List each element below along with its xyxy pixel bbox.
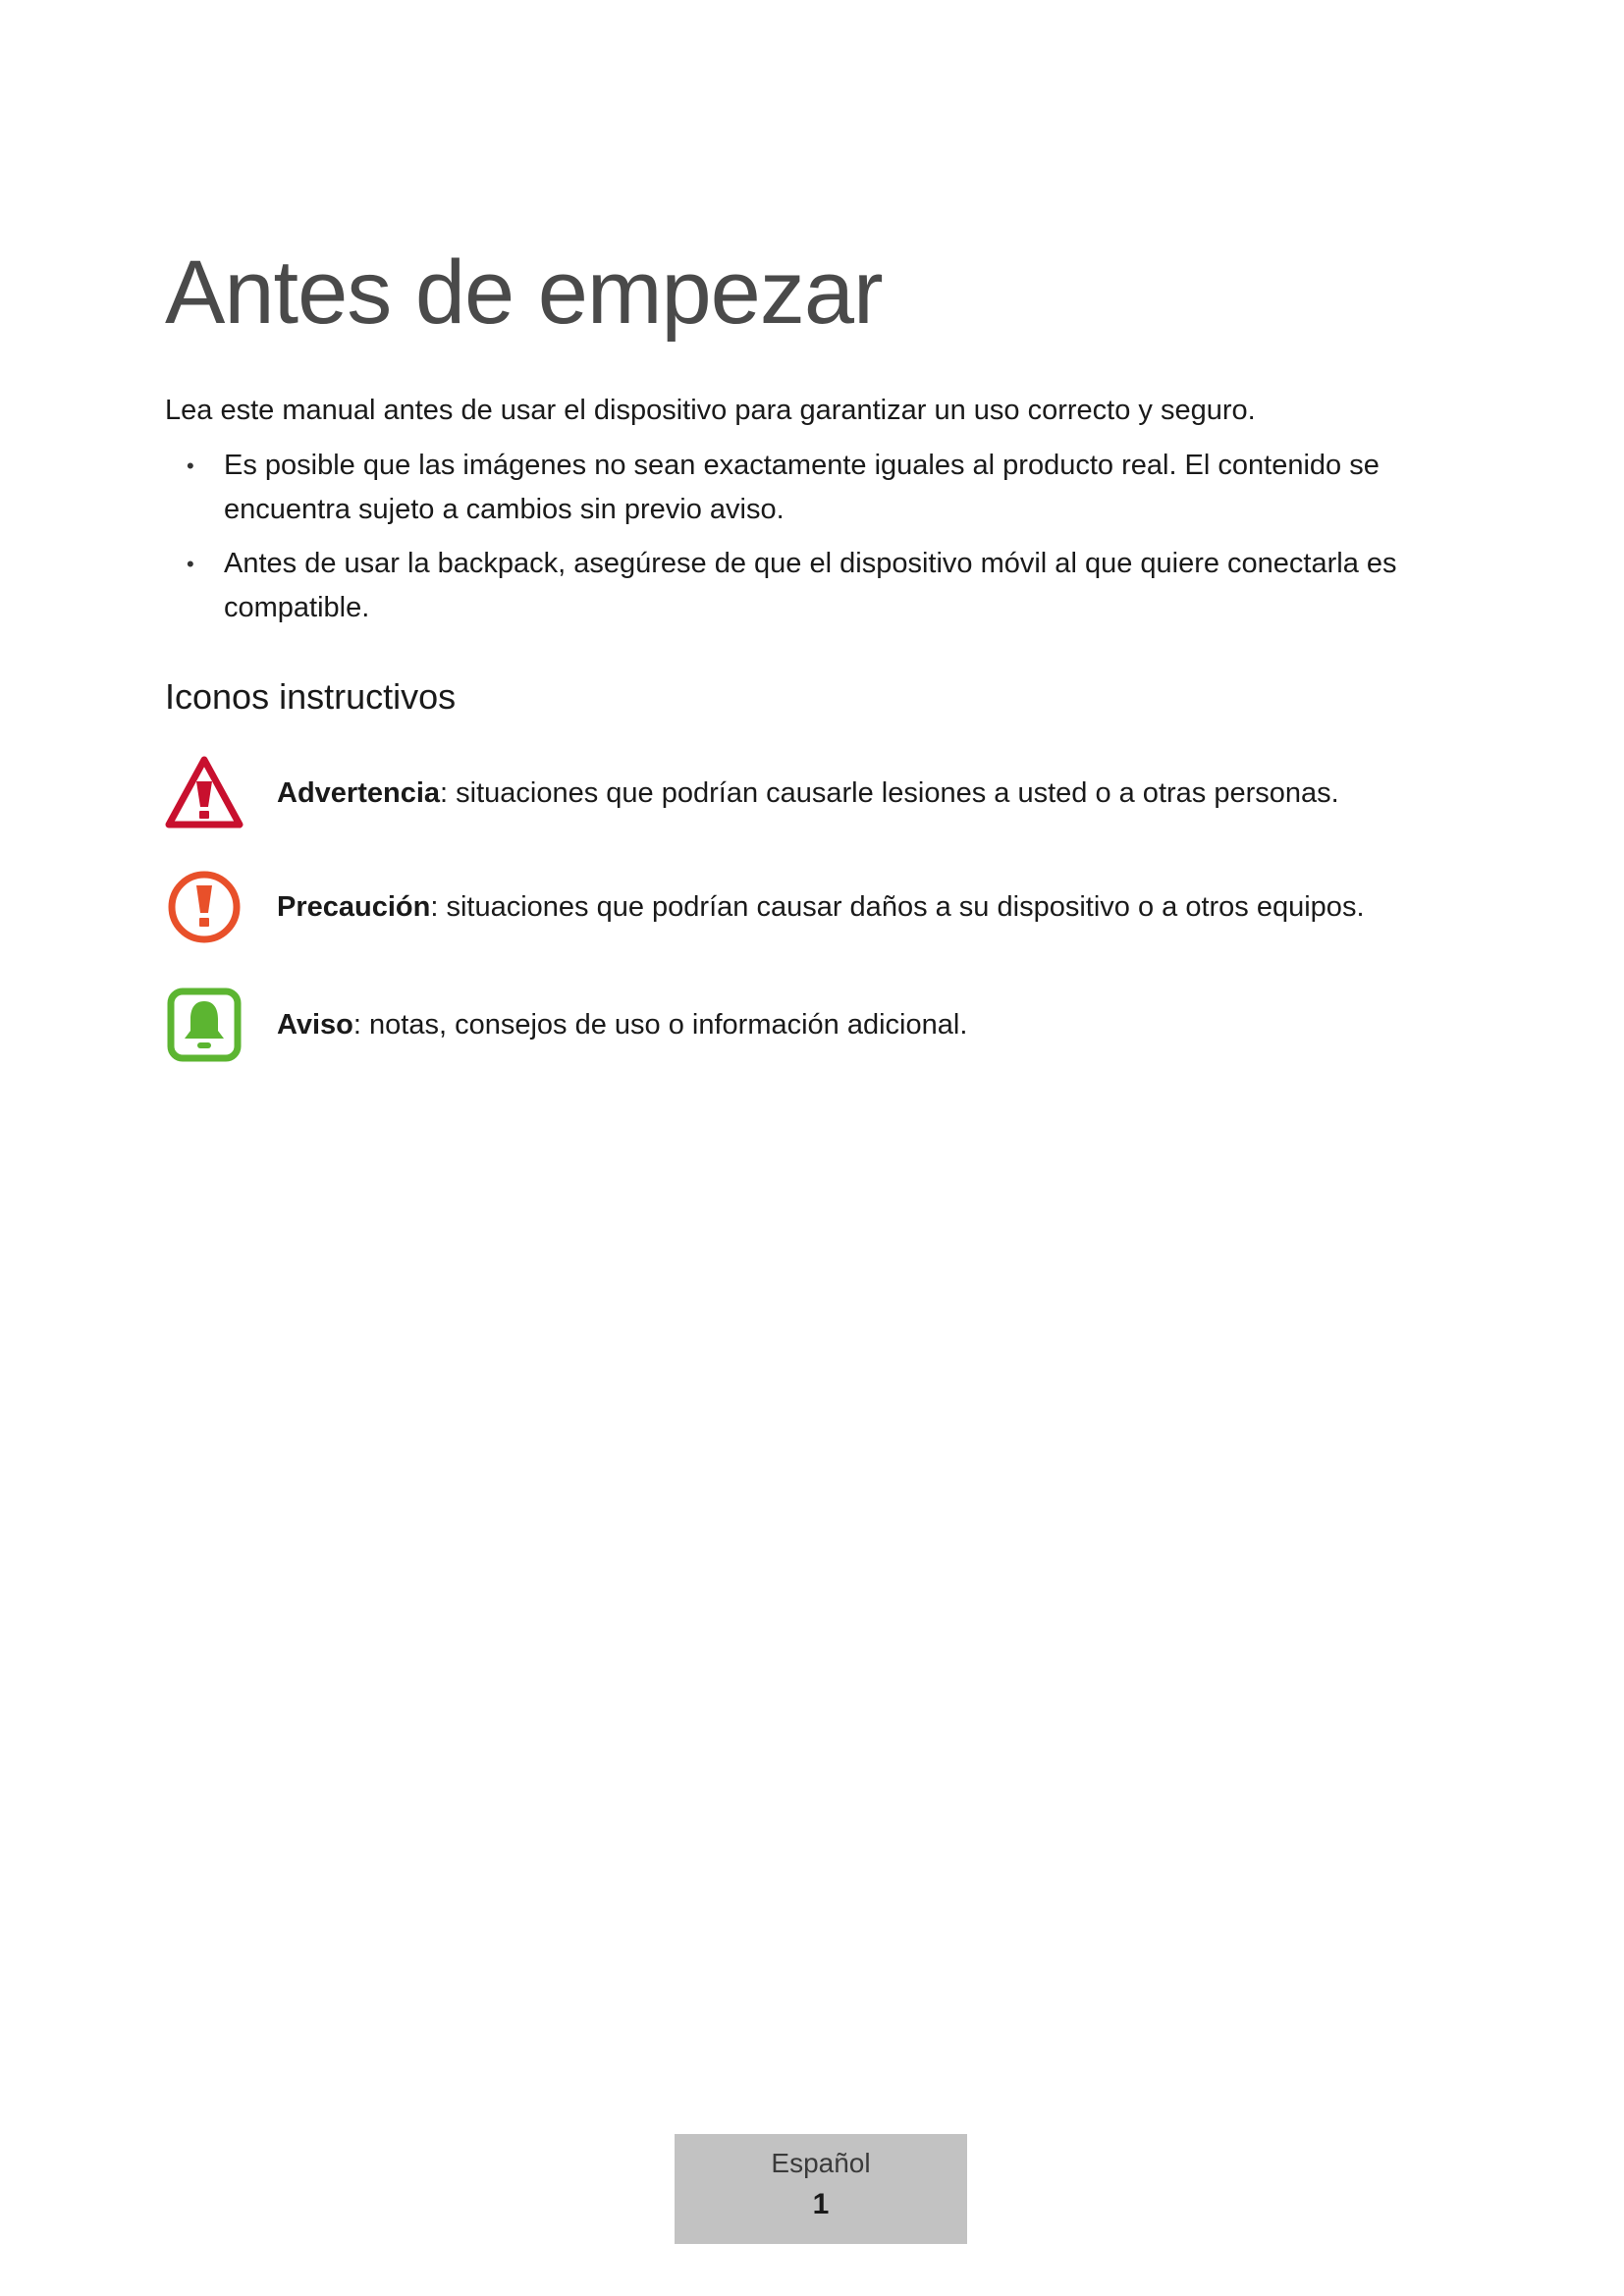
- intro-paragraph: Lea este manual antes de usar el dispositivo para garantizar un uso correcto y seguro.: [165, 395, 1256, 426]
- warning-triangle-icon: [165, 754, 244, 832]
- caution-circle-icon: [165, 868, 244, 946]
- icon-legend-notice: [165, 986, 1490, 1064]
- bullet-marker: •: [187, 552, 194, 576]
- legend-label: Advertencia: [277, 777, 441, 809]
- bullet-list: [165, 444, 1441, 640]
- legend-text: [277, 868, 1365, 946]
- icon-legend-caution: [165, 868, 1490, 946]
- bullet-item: [165, 444, 1441, 532]
- footer-page-number: 1: [812, 2188, 830, 2221]
- notice-bell-icon: [165, 986, 244, 1064]
- legend-label: Aviso: [277, 1009, 353, 1041]
- bullet-marker: •: [187, 454, 194, 478]
- legend-description: : situaciones que podrían causar daños a su dispositivo o a otros equipos.: [430, 891, 1365, 923]
- legend-label: Precaución: [277, 891, 431, 923]
- legend-description: : notas, consejos de uso o información adicional.: [352, 1009, 968, 1041]
- legend-text: [277, 754, 1339, 832]
- section-heading: Iconos instructivos: [165, 676, 457, 717]
- bullet-item: [165, 542, 1441, 630]
- page-title: Antes de empezar: [165, 242, 883, 343]
- bullet-text: Es posible que las imágenes no sean exactamente iguales al producto real. El contenido se encuentra sujeto a cambios sin previo aviso.: [224, 450, 1380, 525]
- legend-text: [277, 986, 967, 1064]
- legend-description: : situaciones que podrían causarle lesiones a usted o a otras personas.: [440, 777, 1339, 809]
- footer-language: Español: [771, 2148, 871, 2178]
- icon-legend-warning: [165, 754, 1490, 832]
- bullet-text: Antes de usar la backpack, asegúrese de que el dispositivo móvil al que quiere conectarla es compatible.: [224, 548, 1397, 623]
- page-footer: [675, 2134, 967, 2244]
